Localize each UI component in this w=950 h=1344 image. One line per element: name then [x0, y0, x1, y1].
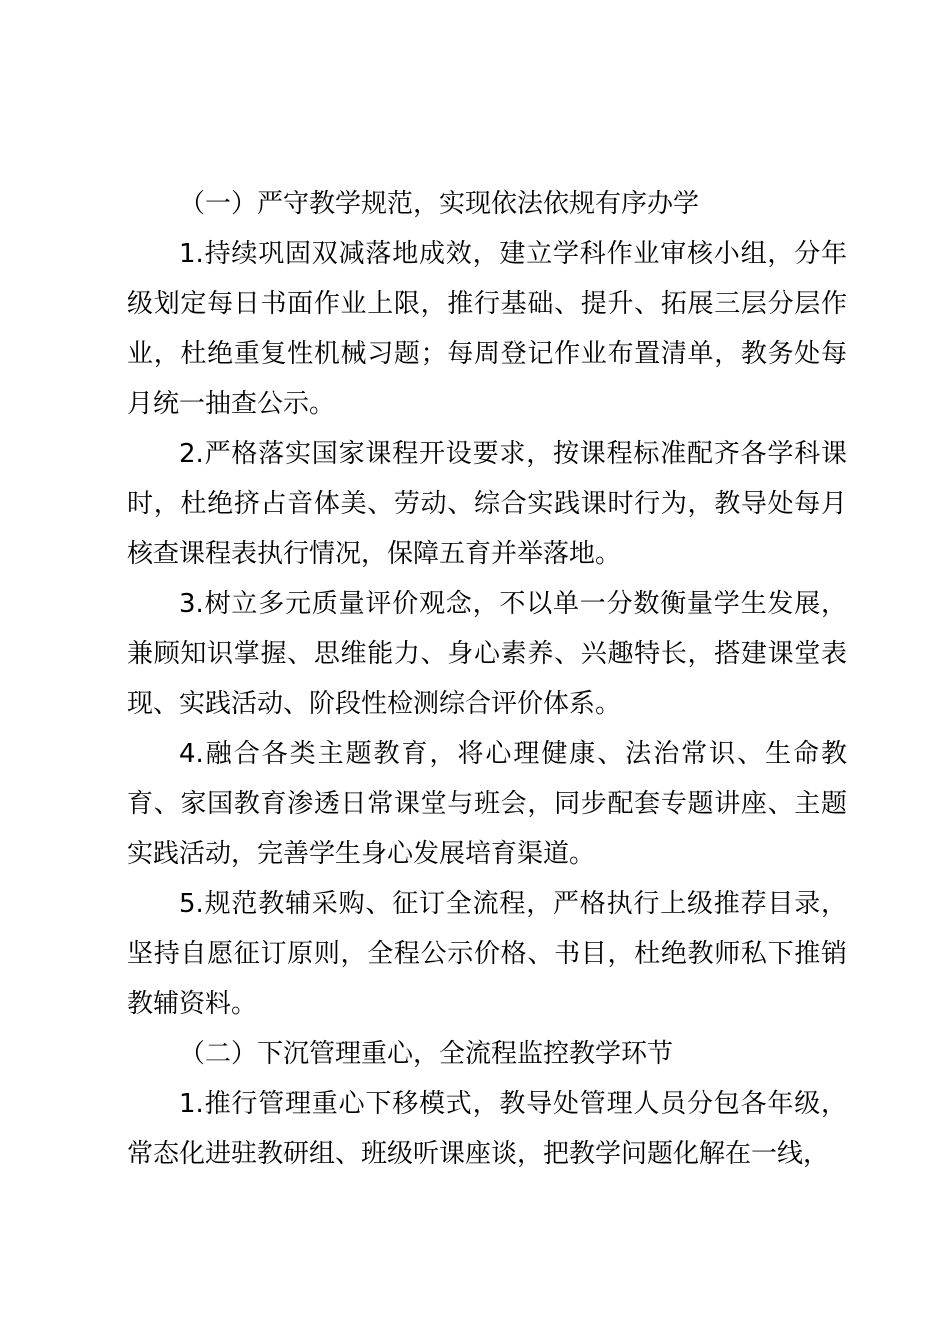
paragraph-1-3: 3.树立多元质量评价观念，不以单一分数衡量学生发展，兼顾知识掌握、思维能力、身心素养、兴趣特长，搭建课堂表现、实践活动、阶段性检测综合评价体系。 [127, 589, 847, 719]
section-heading-2: （二）下沉管理重心，全流程监控教学环节 [179, 1039, 674, 1069]
document-body [127, 179, 847, 1179]
paragraph-1-1: 1.持续巩固双减落地成效，建立学科作业审核小组，分年级划定每日书面作业上限，推行基础、提升、拓展三层分层作业，杜绝重复性机械习题；每周登记作业布置清单，教务处每月统一抽查公示。 [127, 239, 847, 419]
paragraph-2-1: 1.推行管理重心下移模式，教导处管理人员分包各年级，常态化进驻教研组、班级听课座谈，把教学问题化解在一线， [127, 1089, 847, 1169]
paragraph-1-5: 5.规范教辅采购、征订全流程，严格执行上级推荐目录，坚持自愿征订原则，全程公示价格、书目，杜绝教师私下推销教辅资料。 [127, 889, 847, 1019]
section-heading-1: （一）严守教学规范，实现依法依规有序办学 [179, 189, 700, 219]
paragraph-1-2: 2.严格落实国家课程开设要求，按课程标准配齐各学科课时，杜绝挤占音体美、劳动、综合实践课时行为，教导处每月核查课程表执行情况，保障五育并举落地。 [127, 439, 847, 569]
paragraph-1-4: 4.融合各类主题教育，将心理健康、法治常识、生命教育、家国教育渗透日常课堂与班会，同步配套专题讲座、主题实践活动，完善学生身心发展培育渠道。 [127, 739, 847, 869]
